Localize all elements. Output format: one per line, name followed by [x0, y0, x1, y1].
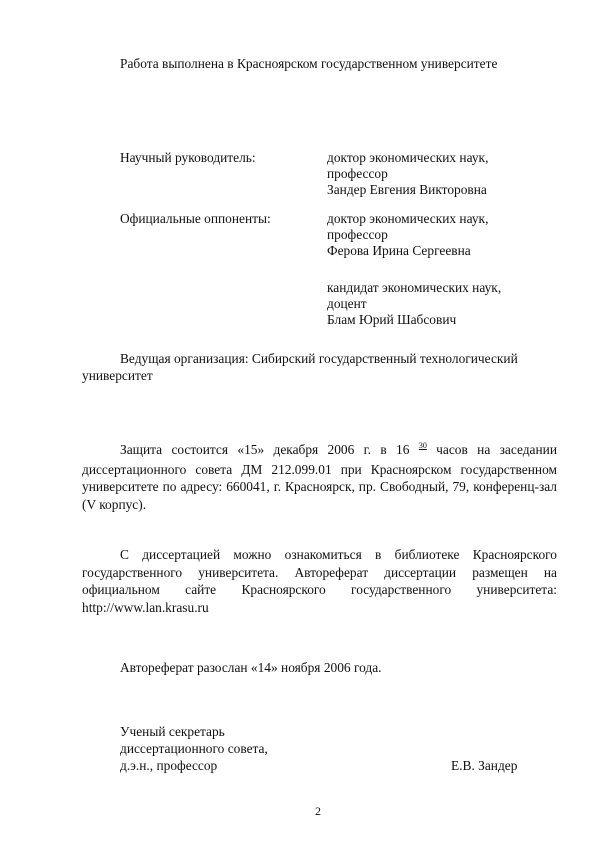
header-text: Работа выполнена в Красноярском государственном университете: [120, 56, 498, 71]
opponent2-degree: кандидат экономических наук,: [327, 280, 502, 295]
defense-text-before: Защита состоится «15» декабря 2006 г. в 16: [120, 442, 419, 457]
page-number: 2: [315, 804, 321, 818]
secretary-name: Е.В. Зандер: [451, 758, 518, 773]
defense-paragraph: [82, 441, 557, 513]
library-paragraph: С диссертацией можно ознакомиться в библиотеке Красноярского государственного университета. Автореферат диссертации размещен на официальном сайте Красноярского государственного университета: http://www.lan.krasu.ru: [82, 547, 557, 615]
opponent2-title: доцент: [327, 296, 367, 311]
opponent1-title: профессор: [327, 227, 388, 242]
opponent1-degree: доктор экономических наук,: [327, 211, 489, 226]
supervisor-title: профессор: [327, 166, 388, 181]
opponents-label: Официальные оппоненты:: [120, 211, 271, 226]
defense-text-after: часов на заседании диссертационного совета ДМ 212.099.01 при Красноярском государственном университете по адресу: 660041, г. Красноярск, пр. Свободный, 79, конференц-зал (V корпус).: [82, 442, 557, 512]
secretary-line1: Ученый секретарь: [120, 724, 225, 739]
defense-minutes: 30: [418, 441, 427, 450]
sent-date: Автореферат разослан «14» ноября 2006 года.: [120, 660, 382, 675]
opponent1-name: Ферова Ирина Сергеевна: [327, 243, 471, 258]
secretary-line3: д.э.н., профессор: [120, 758, 218, 773]
leading-org-line1: Ведущая организация: Сибирский государственный технологический: [120, 351, 518, 366]
opponent2-name: Блам Юрий Шабсович: [327, 312, 457, 327]
supervisor-label: Научный руководитель:: [120, 150, 256, 165]
supervisor-degree: доктор экономических наук,: [327, 150, 489, 165]
secretary-line2: диссертационного совета,: [120, 741, 268, 756]
leading-org-line2: университет: [82, 368, 153, 383]
supervisor-name: Зандер Евгения Викторовна: [327, 182, 487, 197]
